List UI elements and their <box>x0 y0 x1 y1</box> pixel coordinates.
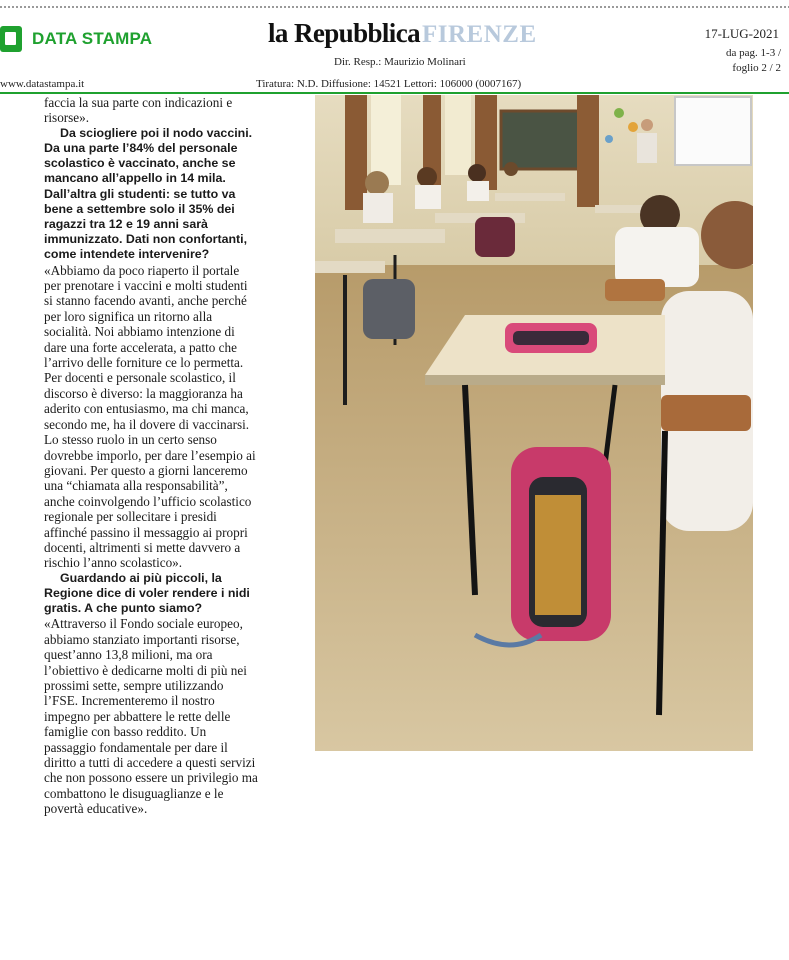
agency-name: DATA STAMPA <box>32 29 153 48</box>
interview-question: Da sciogliere poi il nodo vaccini. Da una parte l’84% del personale scolastico è vaccinato, anche se mancano all’appello in 14 mila. Dall’altra gli studenti: se tutto va bene a settembre solo il 35% dei ragazzi tra 12 e 19 anni sarà immunizzato. Dati non confortanti, come intendete intervenire? <box>44 125 253 262</box>
classroom-photo <box>315 95 753 751</box>
data-stampa-logo <box>0 26 152 52</box>
data-stampa-logo-icon <box>0 26 22 52</box>
header-green-rule <box>0 92 789 94</box>
director-line: Dir. Resp.: Maurizio Molinari <box>334 56 466 68</box>
masthead-city: FIRENZE <box>422 21 537 48</box>
top-dotted-rule <box>0 6 789 8</box>
newspaper-masthead <box>268 18 537 49</box>
publication-date: 17-LUG-2021 <box>704 26 779 41</box>
article-column <box>44 95 258 817</box>
interview-question: Guardando ai più piccoli, la Regione dice di voler rendere i nidi gratis. A che punto siamo? <box>44 570 250 616</box>
masthead-name: la Repubblica <box>268 18 420 48</box>
sheet-line: foglio 2 / 2 <box>732 62 781 74</box>
interview-answer: «Attraverso il Fondo sociale europeo, abbiamo stanziato importanti risorse, quest’anno 13,8 milioni, ma ora l’obiettivo è dedicarne molti di più nei prossimi sette, sempre utilizzando l’FSE. Incrementeremo il nostro impegno per abbattere le rette delle famiglie con basso reddito. Un passaggio fondamentale per dare il diritto a tutti di accedere a questi servizi che non possono essere un privilegio ma combattono le disuguaglianze e le povertà educative». <box>44 616 258 817</box>
pages-line: da pag. 1-3 / <box>726 47 781 59</box>
page-info <box>726 46 781 76</box>
article-paragraph: faccia la sua parte con indicazioni e risorse». <box>44 95 233 126</box>
interview-answer: «Abbiamo da poco riaperto il portale per prenotare i vaccini e molti studenti si stanno facendo avanti, anche perché per loro significa un ritorno alla socialità. Noi abbiamo intenzione di dare una forte accelerata, a patto che l’arrivo delle forniture ce lo permetta. Per docenti e personale scolastico, il discorso è diverso: la maggioranza ha aderito con entusiasmo, ma chi manca, secondo me, ha il dovere di vaccinarsi. Lo stesso ruolo in un certo senso dovrebbe imporlo, per dare l’esempio ai giovani. Per questo a giorni lanceremo una “chiamata alla responsabilità”, anche coinvolgendo l’ufficio scolastico regionale per sollecitare i presidi affinché passino il messaggio ai propri docenti, altrimenti si mette davvero a rischio l’anno scolastico». <box>44 262 256 571</box>
website-link[interactable]: www.datastampa.it <box>0 78 85 90</box>
circulation-line: Tiratura: N.D. Diffusione: 14521 Lettori: 106000 (0007167) <box>256 78 522 90</box>
